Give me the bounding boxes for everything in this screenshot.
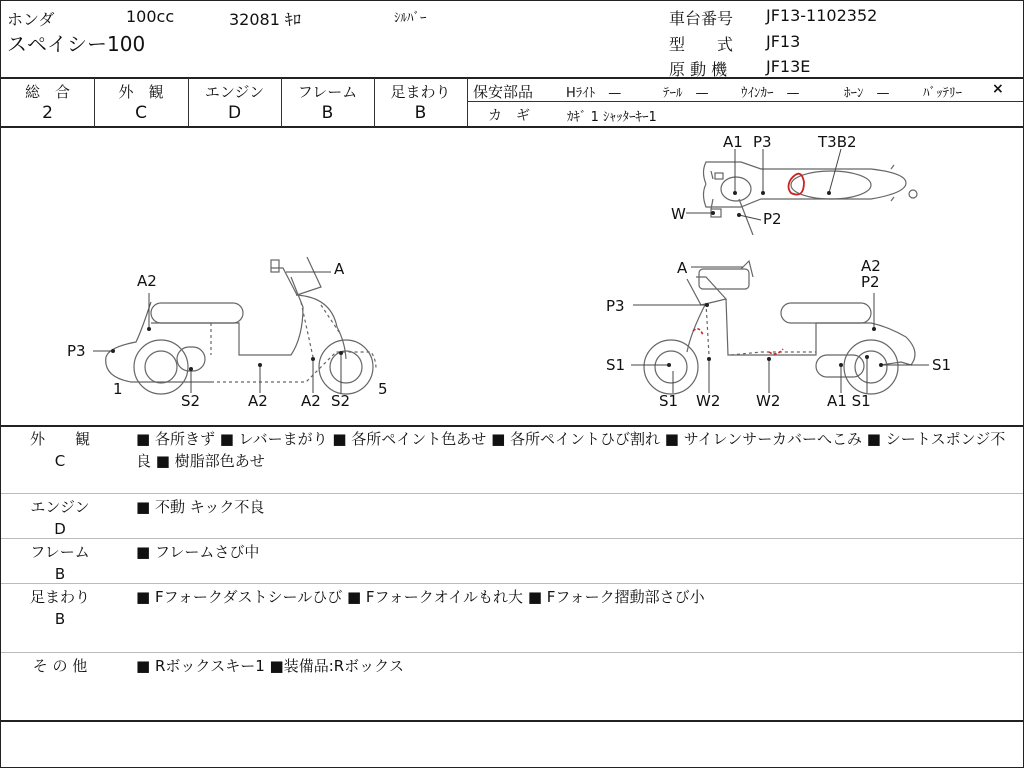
safety-battery: ﾊﾞｯﾃﾘｰ	[923, 86, 962, 101]
engine-value: JF13E	[766, 57, 811, 76]
section-exterior-label: 外 観 C	[29, 430, 90, 470]
divider	[1, 720, 1023, 722]
damage-diagram	[1, 127, 1023, 425]
battery-x-mark: ×	[992, 81, 1004, 97]
key-label: カ ギ	[488, 108, 530, 124]
safety-title: 保安部品	[473, 83, 534, 101]
section-other-text: ■ Rボックスキー1 ■装備品:Rボックス	[136, 657, 405, 675]
label-A2: A2	[248, 392, 268, 410]
grade-overall-label: 総 合	[24, 83, 70, 101]
label-S2: S2	[331, 392, 351, 410]
section-frame-label: フレーム B	[30, 543, 90, 583]
label-A2: A2	[861, 257, 881, 275]
model-name: スペイシー100	[7, 32, 146, 56]
label-W2: W2	[696, 392, 721, 410]
grade-suspension-value: B	[414, 103, 427, 123]
divider	[467, 101, 1023, 102]
label-A1S1: A1 S1	[827, 392, 871, 410]
label-1: 1	[113, 380, 123, 398]
scooter-top-view-icon	[704, 162, 918, 235]
engine-label: 原 動 機	[669, 60, 728, 79]
section-suspension-label: 足まわり B	[29, 588, 90, 628]
divider	[1, 652, 1023, 653]
label-S1: S1	[932, 356, 952, 374]
divider	[1, 538, 1023, 539]
chassis-label: 車台番号	[669, 9, 734, 28]
mileage: 32081 ｷﾛ	[229, 10, 301, 29]
label-A: A	[677, 259, 688, 277]
label-5: 5	[378, 380, 388, 398]
safety-horn: ﾎｰﾝ —	[844, 86, 890, 101]
safety-winker: ｳｲﾝｶｰ —	[741, 86, 800, 101]
type-value: JF13	[766, 32, 801, 51]
section-frame-text: ■ フレームさび中	[136, 543, 260, 561]
label-A2: A2	[301, 392, 321, 410]
label-S1: S1	[659, 392, 679, 410]
type-label: 型 式	[669, 35, 734, 54]
divider	[1, 583, 1023, 584]
divider	[1, 425, 1023, 427]
label-P2: P2	[763, 210, 782, 228]
label-S2: S2	[181, 392, 201, 410]
maker: ホンダ	[7, 10, 55, 29]
section-other-label: そ の 他	[32, 657, 88, 675]
label-P2: P2	[861, 273, 880, 291]
label-S1: S1	[606, 356, 626, 374]
label-T3B2: T3B2	[818, 133, 857, 151]
divider	[1, 77, 1023, 79]
label-P3: P3	[753, 133, 772, 151]
color: ｼﾙﾊﾞｰ	[394, 11, 427, 26]
divider	[1, 493, 1023, 494]
chassis-value: JF13-1102352	[766, 6, 878, 25]
grade-frame-label: フレーム	[297, 83, 358, 101]
section-engine-text: ■ 不動 キック不良	[136, 498, 265, 516]
grade-suspension-label: 足まわり	[390, 83, 451, 101]
displacement: 100cc	[126, 7, 175, 26]
grade-exterior-label: 外 観	[118, 83, 164, 101]
label-W: W	[671, 205, 686, 223]
label-A: A	[334, 260, 345, 278]
section-engine-label: エンジン D	[30, 498, 90, 538]
divider	[467, 78, 468, 126]
safety-headlight: Hﾗｲﾄ —	[566, 86, 622, 101]
label-P3: P3	[67, 342, 86, 360]
safety-tail: ﾃｰﾙ —	[663, 86, 709, 101]
grade-engine-value: D	[227, 103, 242, 123]
grade-exterior-value: C	[135, 103, 147, 123]
grade-overall-value: 2	[42, 103, 53, 123]
key-value: ｶｷﾞ 1 ｼｬｯﾀｰｷｰ1	[567, 110, 657, 125]
section-exterior-text: ■ 各所きず ■ レバーまがり ■ 各所ペイント色あせ ■ 各所ペイントひび割れ ■ サイレンサーカバーへこみ ■ シートスポンジ不良 ■ 樹脂部色あせ	[136, 430, 1006, 470]
label-A2: A2	[137, 272, 157, 290]
label-A1: A1	[723, 133, 743, 151]
grade-frame-value: B	[321, 103, 334, 123]
section-suspension-text: ■ Fフォークダストシールひび ■ Fフォークオイルもれ大 ■ Fフォーク摺動部さび小	[136, 588, 705, 606]
label-W2: W2	[756, 392, 781, 410]
label-P3: P3	[606, 297, 625, 315]
grade-engine-label: エンジン	[204, 83, 265, 101]
